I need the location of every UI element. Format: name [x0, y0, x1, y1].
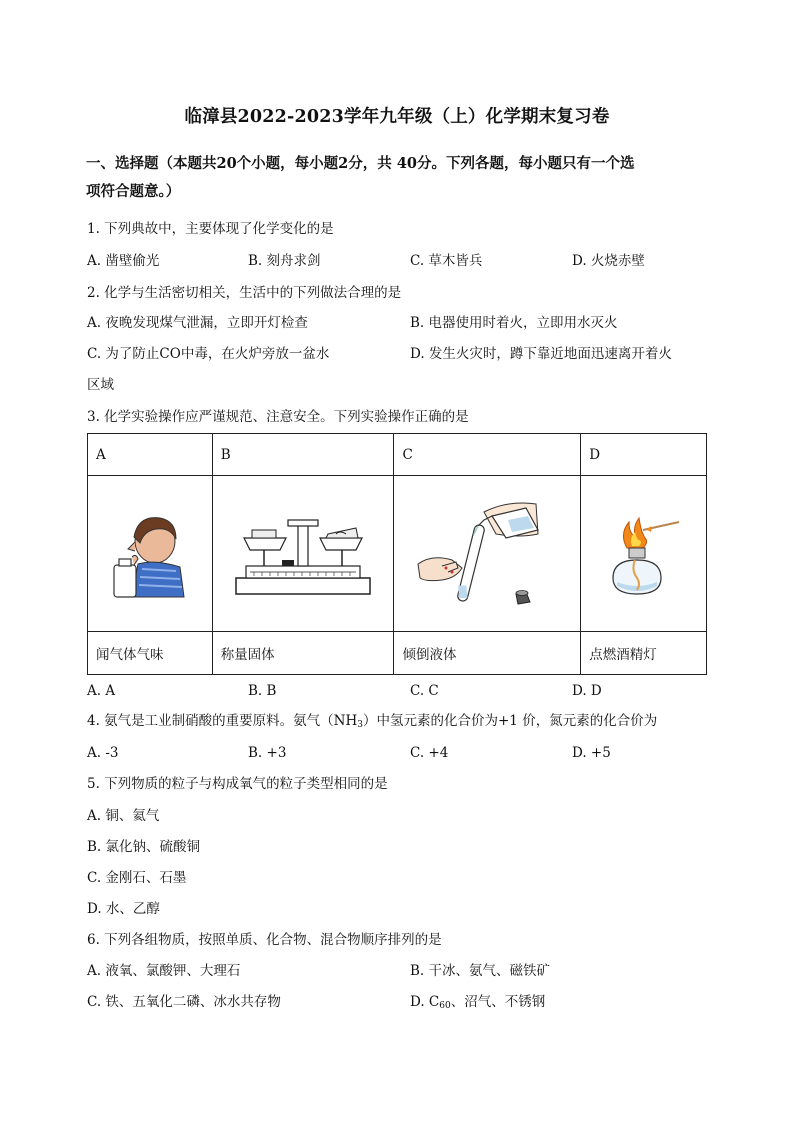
q1-option-c: C. 草木皆兵 — [410, 253, 483, 269]
q5-option-b: B. 氯化钠、硫酸铜 — [87, 839, 201, 855]
q4-option-d: D. +5 — [572, 745, 611, 761]
q6-option-d-after: 、沼气、不锈钢 — [450, 994, 546, 1010]
q3-option-b: B. B — [248, 683, 277, 699]
question-2-stem: 2. 化学与生活密切相关，生活中的下列做法合理的是 — [87, 285, 402, 301]
q5-option-a: A. 铜、氦气 — [87, 808, 160, 824]
q3-image-cell-a — [88, 476, 213, 632]
question-3-stem: 3. 化学实验操作应严谨规范、注意安全。下列实验操作正确的是 — [87, 409, 469, 425]
q4-option-b: B. +3 — [248, 745, 287, 761]
q1-option-d: D. 火烧赤壁 — [572, 253, 645, 269]
q3-table-header-row — [88, 434, 707, 476]
balance-scale-illustration — [228, 506, 378, 601]
q3-header-b: B — [212, 434, 394, 476]
q6-option-b: B. 干冰、氨气、磁铁矿 — [410, 963, 551, 979]
section-heading — [86, 150, 716, 206]
question-6-stem: 6. 下列各组物质，按照单质、化合物、混合物顺序排列的是 — [87, 932, 442, 948]
q3-table-caption-row — [88, 632, 707, 675]
q3-header-c: C — [394, 434, 581, 476]
q3-header-d: D — [581, 434, 707, 476]
q1-option-a: A. 凿壁偷光 — [87, 253, 160, 269]
q2-option-d: D. 发生火灾时，蹲下靠近地面迅速离开着火 — [410, 346, 672, 362]
q3-option-c: C. C — [410, 683, 439, 699]
q6-option-a: A. 液氧、氯酸钾、大理石 — [87, 963, 241, 979]
q2-option-c: C. 为了防止CO中毒，在火炉旁放一盆水 — [87, 346, 330, 362]
q2-option-b: B. 电器使用时着火，立即用水灭火 — [410, 315, 618, 331]
q4-option-a: A. -3 — [87, 745, 119, 761]
question-5-stem: 5. 下列物质的粒子与构成氧气的粒子类型相同的是 — [87, 776, 388, 792]
q3-option-d: D. D — [572, 683, 602, 699]
question-1-stem: 1. 下列典故中，主要体现了化学变化的是 — [87, 221, 334, 237]
q3-image-cell-c — [394, 476, 581, 632]
q3-caption-a: 闻气体气味 — [88, 632, 213, 675]
page-title: 临漳县2022-2023学年九年级（上）化学期末复习卷 — [184, 107, 610, 127]
pouring-liquid-illustration — [412, 494, 562, 614]
section-heading-line2: 项符合题意。） — [86, 183, 181, 200]
q6-option-d-subscript: 60 — [439, 1001, 451, 1011]
q3-image-cell-d — [581, 476, 707, 632]
q4-option-c: C. +4 — [410, 745, 449, 761]
q4-stem-before: 4. 氨气是工业制硝酸的重要原料。氨气（NH — [87, 713, 358, 729]
question-4-stem — [87, 712, 657, 734]
q6-option-c: C. 铁、五氧化二磷、冰水共存物 — [87, 994, 281, 1010]
alcohol-lamp-illustration — [599, 504, 689, 604]
q2-option-a: A. 夜晚发现煤气泄漏，立即开灯检查 — [87, 315, 308, 331]
q2-option-d-continuation: 区域 — [87, 377, 114, 393]
q3-caption-b: 称量固体 — [212, 632, 394, 675]
q6-option-d-before: D. C — [410, 994, 440, 1010]
q4-stem-after: ）中氢元素的化合价为+1 价，氮元素的化合价为 — [363, 713, 658, 729]
q3-caption-d: 点燃酒精灯 — [581, 632, 707, 675]
q3-header-a: A — [88, 434, 213, 476]
q3-option-a: A. A — [87, 683, 116, 699]
q3-caption-c: 倾倒液体 — [394, 632, 581, 675]
section-heading-line1: 一、选择题（本题共20个小题，每小题2分，共 40分。下列各题，每小题只有一个选 — [86, 155, 635, 172]
q1-option-b: B. 刻舟求剑 — [248, 253, 321, 269]
q3-experiment-table — [87, 433, 707, 675]
q3-image-cell-b — [212, 476, 394, 632]
q4-stem-subscript: 3 — [357, 720, 363, 730]
q3-table-image-row — [88, 476, 707, 632]
q5-option-d: D. 水、乙醇 — [87, 901, 160, 917]
smelling-gas-illustration — [110, 509, 190, 599]
q6-option-d — [410, 993, 545, 1015]
q5-option-c: C. 金刚石、石墨 — [87, 870, 187, 886]
